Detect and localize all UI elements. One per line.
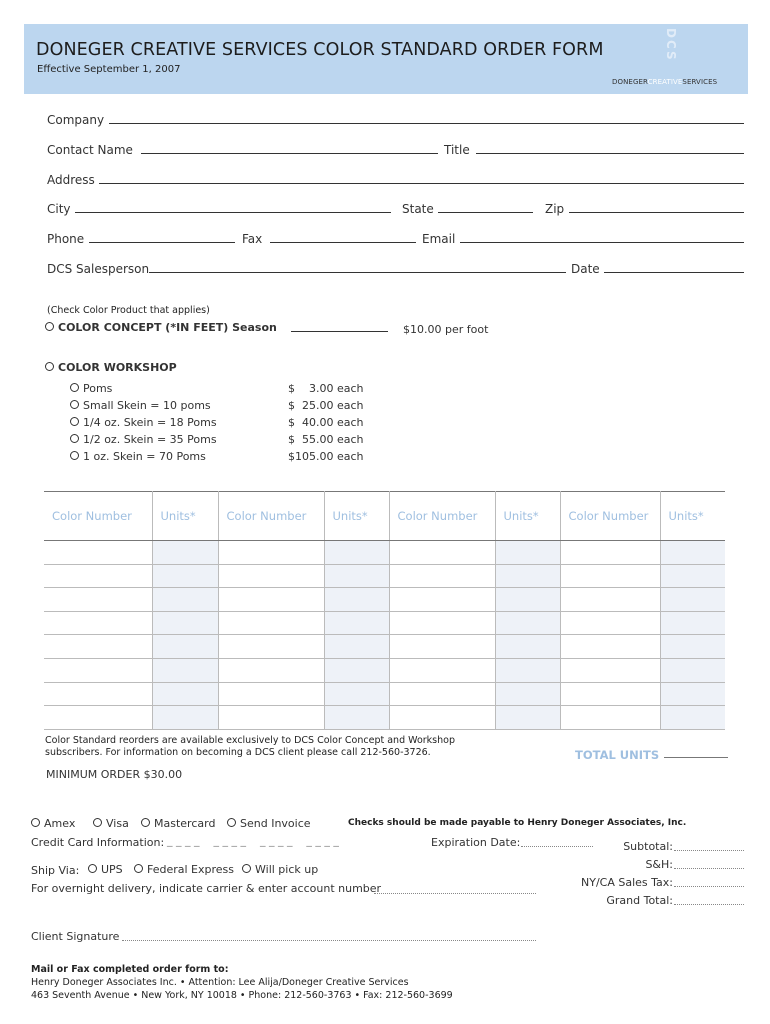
mail-heading: Mail or Fax completed order form to: [31,964,229,975]
season-field[interactable] [291,331,388,332]
phone-field[interactable] [89,242,235,243]
units-cell[interactable] [660,611,725,635]
workshop-price: $ 40.00 each [288,416,364,429]
color-number-cell[interactable] [560,564,660,588]
account-number-field[interactable] [374,893,536,894]
contact-name-field[interactable] [141,153,438,154]
color-number-cell[interactable] [389,611,495,635]
units-cell[interactable] [152,611,218,635]
color-number-cell[interactable] [218,658,324,682]
title-label: Title [444,143,470,157]
signature-label: Client Signature [31,930,120,943]
salesperson-label: DCS Salesperson [47,262,150,276]
workshop-item[interactable]: Small Skein = 10 poms [70,399,211,412]
color-number-cell[interactable] [218,611,324,635]
order-table [44,491,725,730]
table-row [44,611,725,635]
workshop-price: $ 25.00 each [288,399,364,412]
city-label: City [47,202,71,216]
units-cell[interactable] [152,541,218,565]
date-field[interactable] [604,272,744,273]
units-cell[interactable] [660,706,725,730]
units-cell[interactable] [324,658,389,682]
column-header: Units* [660,492,725,541]
color-number-cell[interactable] [218,564,324,588]
units-cell[interactable] [660,682,725,706]
radio-icon[interactable] [141,818,150,827]
units-cell[interactable] [495,611,560,635]
title-field[interactable] [476,153,744,154]
reorder-note-line2: subscribers. For information on becoming a DCS client please call 212-560-3726. [45,747,431,758]
workshop-item[interactable]: 1 oz. Skein = 70 Poms [70,450,206,463]
units-cell[interactable] [324,564,389,588]
color-number-cell[interactable] [44,588,152,612]
city-field[interactable] [75,212,391,213]
salesperson-field[interactable] [149,272,566,273]
state-field[interactable] [438,212,533,213]
workshop-item[interactable]: 1/2 oz. Skein = 35 Poms [70,433,217,446]
column-header: Units* [152,492,218,541]
header-watermark: DCS [664,28,678,62]
color-number-cell[interactable] [218,541,324,565]
color-number-cell[interactable] [560,588,660,612]
column-header: Color Number [560,492,660,541]
phone-label: Phone [47,232,85,246]
radio-icon[interactable] [70,417,79,426]
column-header: Color Number [218,492,324,541]
color-number-cell[interactable] [44,706,152,730]
units-cell[interactable] [495,588,560,612]
table-row [44,658,725,682]
units-cell[interactable] [324,635,389,659]
color-number-cell[interactable] [389,635,495,659]
workshop-price: $105.00 each [288,450,364,463]
expiration-label: Expiration Date: [431,836,521,849]
radio-icon[interactable] [134,864,143,873]
units-cell[interactable] [660,541,725,565]
mail-line1: Henry Doneger Associates Inc. • Attention: Lee Alija/Doneger Creative Services [31,977,409,988]
units-cell[interactable] [495,635,560,659]
amex-option[interactable]: Amex [31,817,75,830]
send-invoice-option[interactable]: Send Invoice [227,817,311,830]
color-number-cell[interactable] [218,682,324,706]
color-number-cell[interactable] [218,588,324,612]
color-number-cell[interactable] [560,611,660,635]
credit-card-label: Credit Card Information: [31,836,165,849]
units-cell[interactable] [495,658,560,682]
radio-icon[interactable] [45,322,54,331]
color-number-cell[interactable] [389,706,495,730]
table-row [44,588,725,612]
concept-price: $10.00 per foot [403,323,489,336]
units-cell[interactable] [660,658,725,682]
visa-option[interactable]: Visa [93,817,129,830]
units-cell[interactable] [152,682,218,706]
mastercard-option[interactable]: Mastercard [141,817,215,830]
email-field[interactable] [460,242,744,243]
table-row [44,682,725,706]
color-number-cell[interactable] [389,564,495,588]
radio-icon[interactable] [227,818,236,827]
subtotal-field[interactable] [674,850,744,851]
radio-icon[interactable] [70,383,79,392]
workshop-item[interactable]: 1/4 oz. Skein = 18 Poms [70,416,217,429]
fax-field[interactable] [270,242,416,243]
radio-icon[interactable] [88,864,97,873]
color-number-cell[interactable] [560,658,660,682]
color-number-cell[interactable] [44,564,152,588]
zip-field[interactable] [569,212,744,213]
color-number-cell[interactable] [44,611,152,635]
color-number-cell[interactable] [44,682,152,706]
form-title: DONEGER CREATIVE SERVICES COLOR STANDARD ORDER FORM [36,40,604,60]
units-cell[interactable] [495,706,560,730]
color-number-cell[interactable] [560,706,660,730]
color-number-cell[interactable] [44,541,152,565]
units-cell[interactable] [660,588,725,612]
table-row [44,541,725,565]
date-label: Date [571,262,600,276]
column-header: Units* [324,492,389,541]
radio-icon[interactable] [70,434,79,443]
brand-logo: DONEGERCREATIVESERVICES [612,78,718,86]
radio-icon[interactable] [242,864,251,873]
credit-card-field[interactable]: _ _ _ _ _ _ _ _ _ _ _ _ _ _ _ _ [167,834,339,847]
reorder-note-line1: Color Standard reorders are available exclusively to DCS Color Concept and Workshop [45,735,455,746]
grand-total-label: Grand Total: [606,894,673,907]
radio-icon[interactable] [45,362,54,371]
company-label: Company [47,113,105,127]
mail-line2: 463 Seventh Avenue • New York, NY 10018 • Phone: 212-560-3763 • Fax: 212-560-3699 [31,990,453,1001]
grand-total-field[interactable] [674,904,744,905]
color-number-cell[interactable] [560,682,660,706]
color-number-cell[interactable] [389,682,495,706]
color-number-cell[interactable] [44,658,152,682]
zip-label: Zip [545,202,565,216]
email-label: Email [422,232,456,246]
units-cell[interactable] [152,588,218,612]
units-cell[interactable] [495,541,560,565]
minimum-order: MINIMUM ORDER $30.00 [46,768,183,781]
color-number-cell[interactable] [44,635,152,659]
ship-via-label: Ship Via: [31,864,80,877]
federal-express-option[interactable]: Federal Express [134,863,234,876]
sales-tax-label: NY/CA Sales Tax: [581,876,673,889]
subtotal-label: Subtotal: [623,840,673,853]
units-cell[interactable] [324,706,389,730]
fax-label: Fax [242,232,263,246]
workshop-price: $ 3.00 each [288,382,364,395]
product-note: (Check Color Product that applies) [47,305,210,316]
color-number-cell[interactable] [389,658,495,682]
units-cell[interactable] [152,706,218,730]
table-header-row [44,492,725,541]
table-row [44,706,725,730]
workshop-price: $ 55.00 each [288,433,364,446]
color-number-cell[interactable] [560,541,660,565]
color-number-cell[interactable] [218,635,324,659]
units-cell[interactable] [324,682,389,706]
total-units-label: TOTAL UNITS [575,748,660,762]
radio-icon[interactable] [70,400,79,409]
total-units-field[interactable] [664,757,728,758]
units-cell[interactable] [324,541,389,565]
units-cell[interactable] [324,588,389,612]
shipping-handling-label: S&H: [645,858,673,871]
units-cell[interactable] [324,611,389,635]
company-field[interactable] [109,123,744,124]
units-cell[interactable] [152,658,218,682]
column-header: Color Number [44,492,152,541]
checks-note: Checks should be made payable to Henry Doneger Associates, Inc. [348,818,687,828]
address-field[interactable] [99,183,744,184]
shipping-handling-field[interactable] [674,868,744,869]
ups-option[interactable]: UPS [88,863,123,876]
units-cell[interactable] [152,564,218,588]
radio-icon[interactable] [93,818,102,827]
color-workshop-option[interactable]: COLOR WORKSHOP [45,361,177,374]
table-row [44,635,725,659]
address-label: Address [47,173,95,187]
color-concept-option[interactable]: COLOR CONCEPT (*IN FEET) Season [45,321,277,334]
color-number-cell[interactable] [389,588,495,612]
sales-tax-field[interactable] [674,886,744,887]
color-number-cell[interactable] [218,706,324,730]
color-number-cell[interactable] [389,541,495,565]
units-cell[interactable] [660,564,725,588]
units-cell[interactable] [495,682,560,706]
radio-icon[interactable] [70,451,79,460]
table-row [44,564,725,588]
units-cell[interactable] [660,635,725,659]
will-pick-up-option[interactable]: Will pick up [242,863,318,876]
column-header: Units* [495,492,560,541]
units-cell[interactable] [495,564,560,588]
state-label: State [402,202,434,216]
overnight-label: For overnight delivery, indicate carrier & enter account number [31,882,382,895]
column-header: Color Number [389,492,495,541]
workshop-item[interactable]: Poms [70,382,112,395]
contact-name-label: Contact Name [47,143,133,157]
effective-date: Effective September 1, 2007 [37,64,181,75]
units-cell[interactable] [152,635,218,659]
signature-field[interactable] [122,940,536,941]
radio-icon[interactable] [31,818,40,827]
color-number-cell[interactable] [560,635,660,659]
